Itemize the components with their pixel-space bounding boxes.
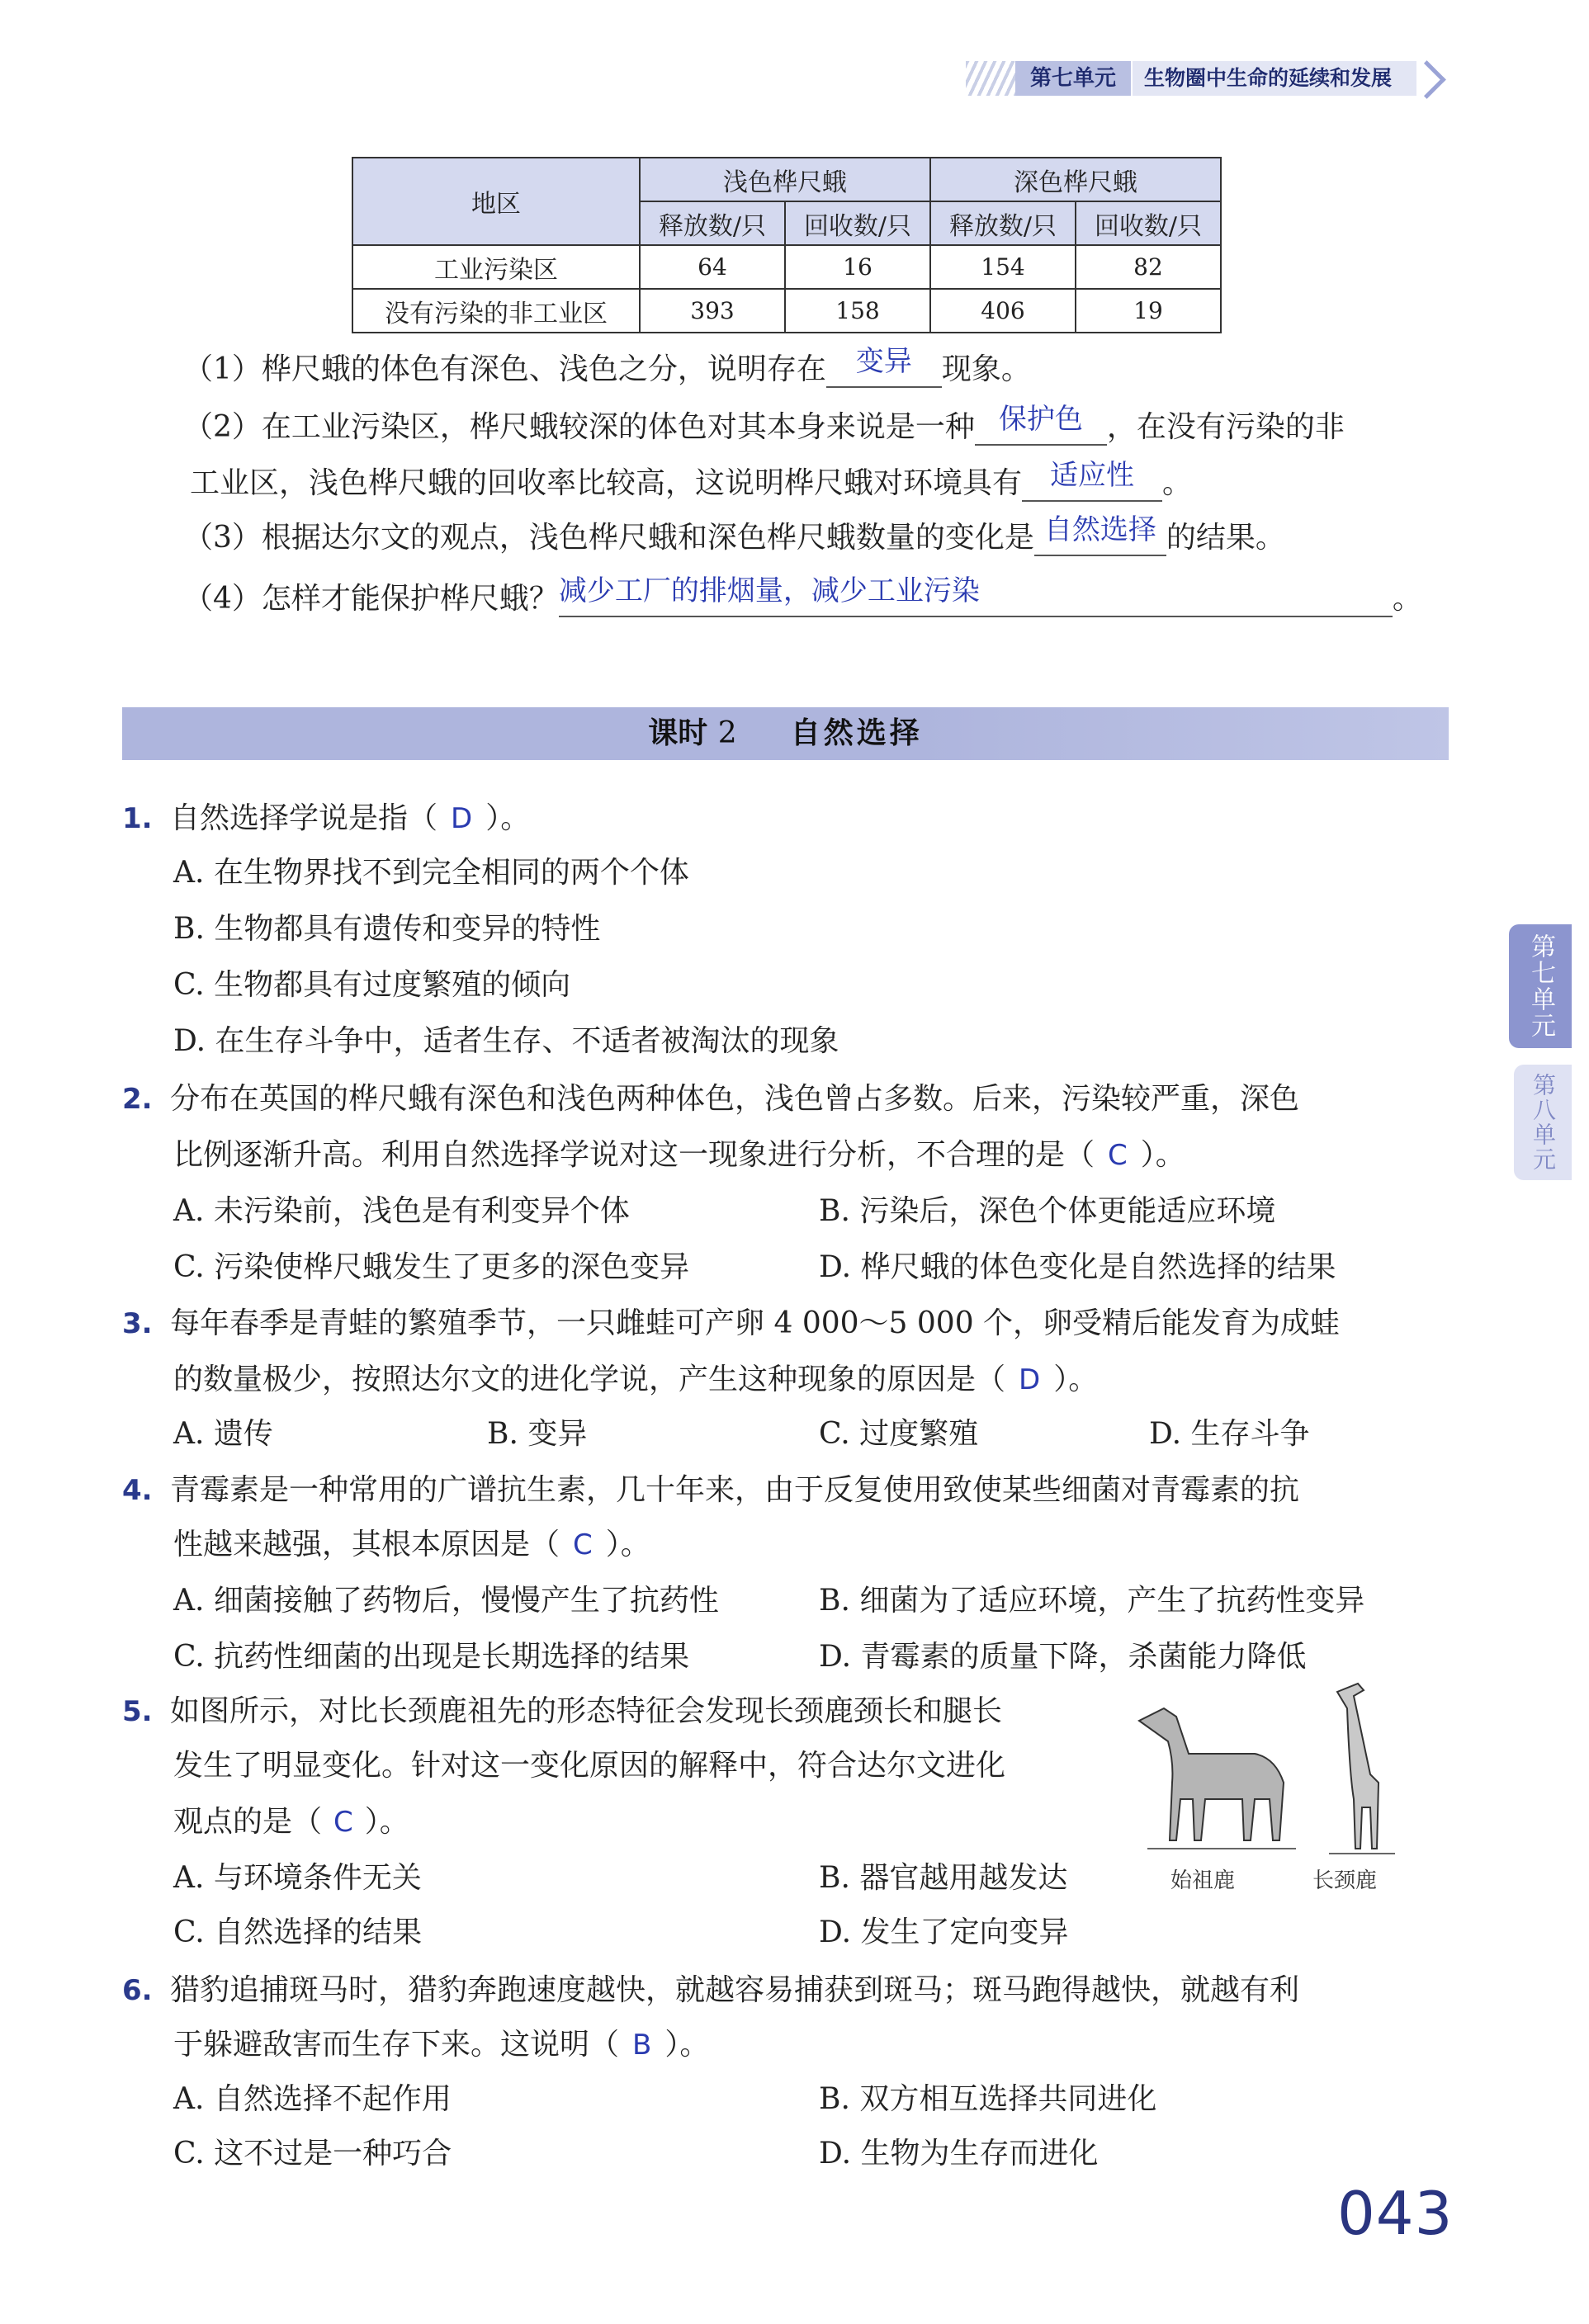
option: B. 双方相互选择共同进化 (819, 2082, 1157, 2116)
handwritten-answer: 减少工厂的排烟量，减少工业污染 (558, 574, 980, 607)
option: A. 自然选择不起作用 (173, 2082, 452, 2116)
option: B. 变异 (487, 1417, 588, 1451)
handwritten-answer: D (451, 802, 473, 835)
handwritten-answer: 适应性 (1050, 459, 1135, 492)
question-4: 4. 青霉素是一种常用的广谱抗生素，几十年来，由于反复使用致使某些细菌对青霉素的抗 (122, 1473, 1300, 1507)
sub-question-1: （1）桦尺蛾的体色有深色、浅色之分，说明存在 变异 现象。 (183, 345, 1031, 386)
table-cell: 82 (1076, 245, 1221, 289)
table-row (352, 289, 1221, 333)
table-cell: 154 (930, 245, 1076, 289)
handwritten-answer: 保护色 (998, 403, 1083, 436)
question-5: 5. 如图所示，对比长颈鹿祖先的形态特征会发现长颈鹿颈长和腿长 (122, 1694, 1003, 1728)
table-header-region: 地区 (352, 158, 640, 245)
option: A. 未污染前，浅色是有利变异个体 (173, 1194, 630, 1228)
table-cell: 406 (930, 289, 1076, 333)
handwritten-answer: 自然选择 (1043, 513, 1156, 546)
question-3: 3. 每年春季是青蛙的繁殖季节，一只雌蛙可产卵 4 000～5 000 个，卵受精后能发育为成蛙 (122, 1306, 1341, 1340)
table-cell: 16 (785, 245, 930, 289)
option: D. 青霉素的质量下降，杀菌能力降低 (819, 1640, 1307, 1674)
handwritten-answer: D (1019, 1363, 1041, 1396)
table-row (352, 245, 1221, 289)
figure-caption-ancestor: 始祖鹿 (1170, 1868, 1236, 1893)
table-subheader: 回收数/只 (785, 201, 930, 245)
table-header-dark: 深色桦尺蛾 (930, 158, 1221, 201)
sub-question-3: （3）根据达尔文的观点，浅色桦尺蛾和深色桦尺蛾数量的变化是 自然选择 的结果。 (183, 513, 1285, 555)
option: D. 生存斗争 (1149, 1417, 1310, 1451)
handwritten-answer: B (632, 2029, 652, 2062)
option: C. 生物都具有过度繁殖的倾向 (173, 968, 571, 1002)
tab-unit-7[interactable]: 第七单元 (1509, 924, 1572, 1048)
table-subheader: 回收数/只 (1076, 201, 1221, 245)
handwritten-answer: 变异 (855, 345, 912, 378)
sub-question-2-line2: 工业区，浅色桦尺蛾的回收率比较高，这说明桦尺蛾对环境具有 适应性 。 (190, 459, 1193, 500)
option: B. 生物都具有遗传和变异的特性 (173, 912, 601, 946)
question-2: 2. 分布在英国的桦尺蛾有深色和浅色两种体色，浅色曾占多数。后来，污染较严重，深色 (122, 1082, 1300, 1116)
option: C. 污染使桦尺蛾发生了更多的深色变异 (173, 1250, 690, 1284)
giraffe-illustration (1329, 1684, 1395, 1854)
question-3-line2: 的数量极少，按照达尔文的进化学说，产生这种现象的原因是（ D ）。 (173, 1363, 1099, 1396)
option: A. 与环境条件无关 (173, 1861, 422, 1895)
tab-unit-8[interactable]: 第八单元 (1514, 1065, 1572, 1180)
option: C. 过度繁殖 (819, 1417, 979, 1451)
option: A. 细菌接触了药物后，慢慢产生了抗药性 (173, 1584, 719, 1618)
page-number: 043 (1337, 2179, 1454, 2248)
table-header-light: 浅色桦尺蛾 (640, 158, 930, 201)
header-unit: 第七单元 (1015, 61, 1131, 96)
option: D. 发生了定向变异 (819, 1915, 1069, 1949)
giraffe-figure (1131, 1675, 1436, 1873)
table-cell: 工业污染区 (352, 245, 640, 289)
question-6: 6. 猎豹追捕斑马时，猎豹奔跑速度越快，就越容易捕获到斑马；斑马跑得越快，就越有利 (122, 1973, 1300, 2007)
handwritten-answer: C (573, 1528, 593, 1561)
sub-question-4: （4）怎样才能保护桦尺蛾？减少工厂的排烟量，减少工业污染 。 (183, 574, 1422, 616)
sub-question-2: （2）在工业污染区，桦尺蛾较深的体色对其本身来说是一种 保护色 ，在没有污染的非 (183, 403, 1345, 444)
section-title-bar: 课时 2 自然选择 (122, 707, 1449, 760)
option: C. 自然选择的结果 (173, 1915, 423, 1949)
question-4-line2: 性越来越强，其根本原因是（ C ）。 (173, 1528, 650, 1561)
option: B. 器官越用越发达 (819, 1861, 1068, 1895)
table-cell: 64 (640, 245, 785, 289)
option: C. 抗药性细菌的出现是长期选择的结果 (173, 1640, 690, 1674)
question-2-line2: 比例逐渐升高。利用自然选择学说对这一现象进行分析，不合理的是（ C ）。 (173, 1138, 1185, 1172)
option: A. 遗传 (173, 1417, 273, 1451)
question-5-line2: 发生了明显变化。针对这一变化原因的解释中，符合达尔文进化 (173, 1749, 1006, 1783)
ancestor-deer-illustration (1139, 1708, 1296, 1849)
header-title: 生物圈中生命的延续和发展 (1133, 61, 1416, 96)
moth-data-table (352, 157, 1222, 333)
table-subheader: 释放数/只 (930, 201, 1076, 245)
option: D. 在生存斗争中，适者生存、不适者被淘汰的现象 (173, 1024, 839, 1058)
option: C. 这不过是一种巧合 (173, 2137, 452, 2170)
question-6-line2: 于躲避敌害而生存下来。这说明（ B ）。 (173, 2028, 710, 2062)
table-cell: 19 (1076, 289, 1221, 333)
option: D. 桦尺蛾的体色变化是自然选择的结果 (819, 1250, 1336, 1284)
option: D. 生物为生存而进化 (819, 2137, 1099, 2170)
handwritten-answer: C (1108, 1139, 1128, 1172)
handwritten-answer: C (333, 1806, 353, 1839)
option: B. 细菌为了适应环境，产生了抗药性变异 (819, 1584, 1365, 1618)
table-subheader: 释放数/只 (640, 201, 785, 245)
table-cell: 158 (785, 289, 930, 333)
table-cell: 没有污染的非工业区 (352, 289, 640, 333)
option: A. 在生物界找不到完全相同的两个个体 (173, 856, 689, 890)
question-1: 1. 自然选择学说是指（ D ）。 (122, 801, 531, 835)
option: B. 污染后，深色个体更能适应环境 (819, 1194, 1276, 1228)
table-cell: 393 (640, 289, 785, 333)
question-5-line3: 观点的是（ C ）。 (173, 1805, 409, 1839)
figure-caption-giraffe: 长颈鹿 (1312, 1868, 1378, 1893)
